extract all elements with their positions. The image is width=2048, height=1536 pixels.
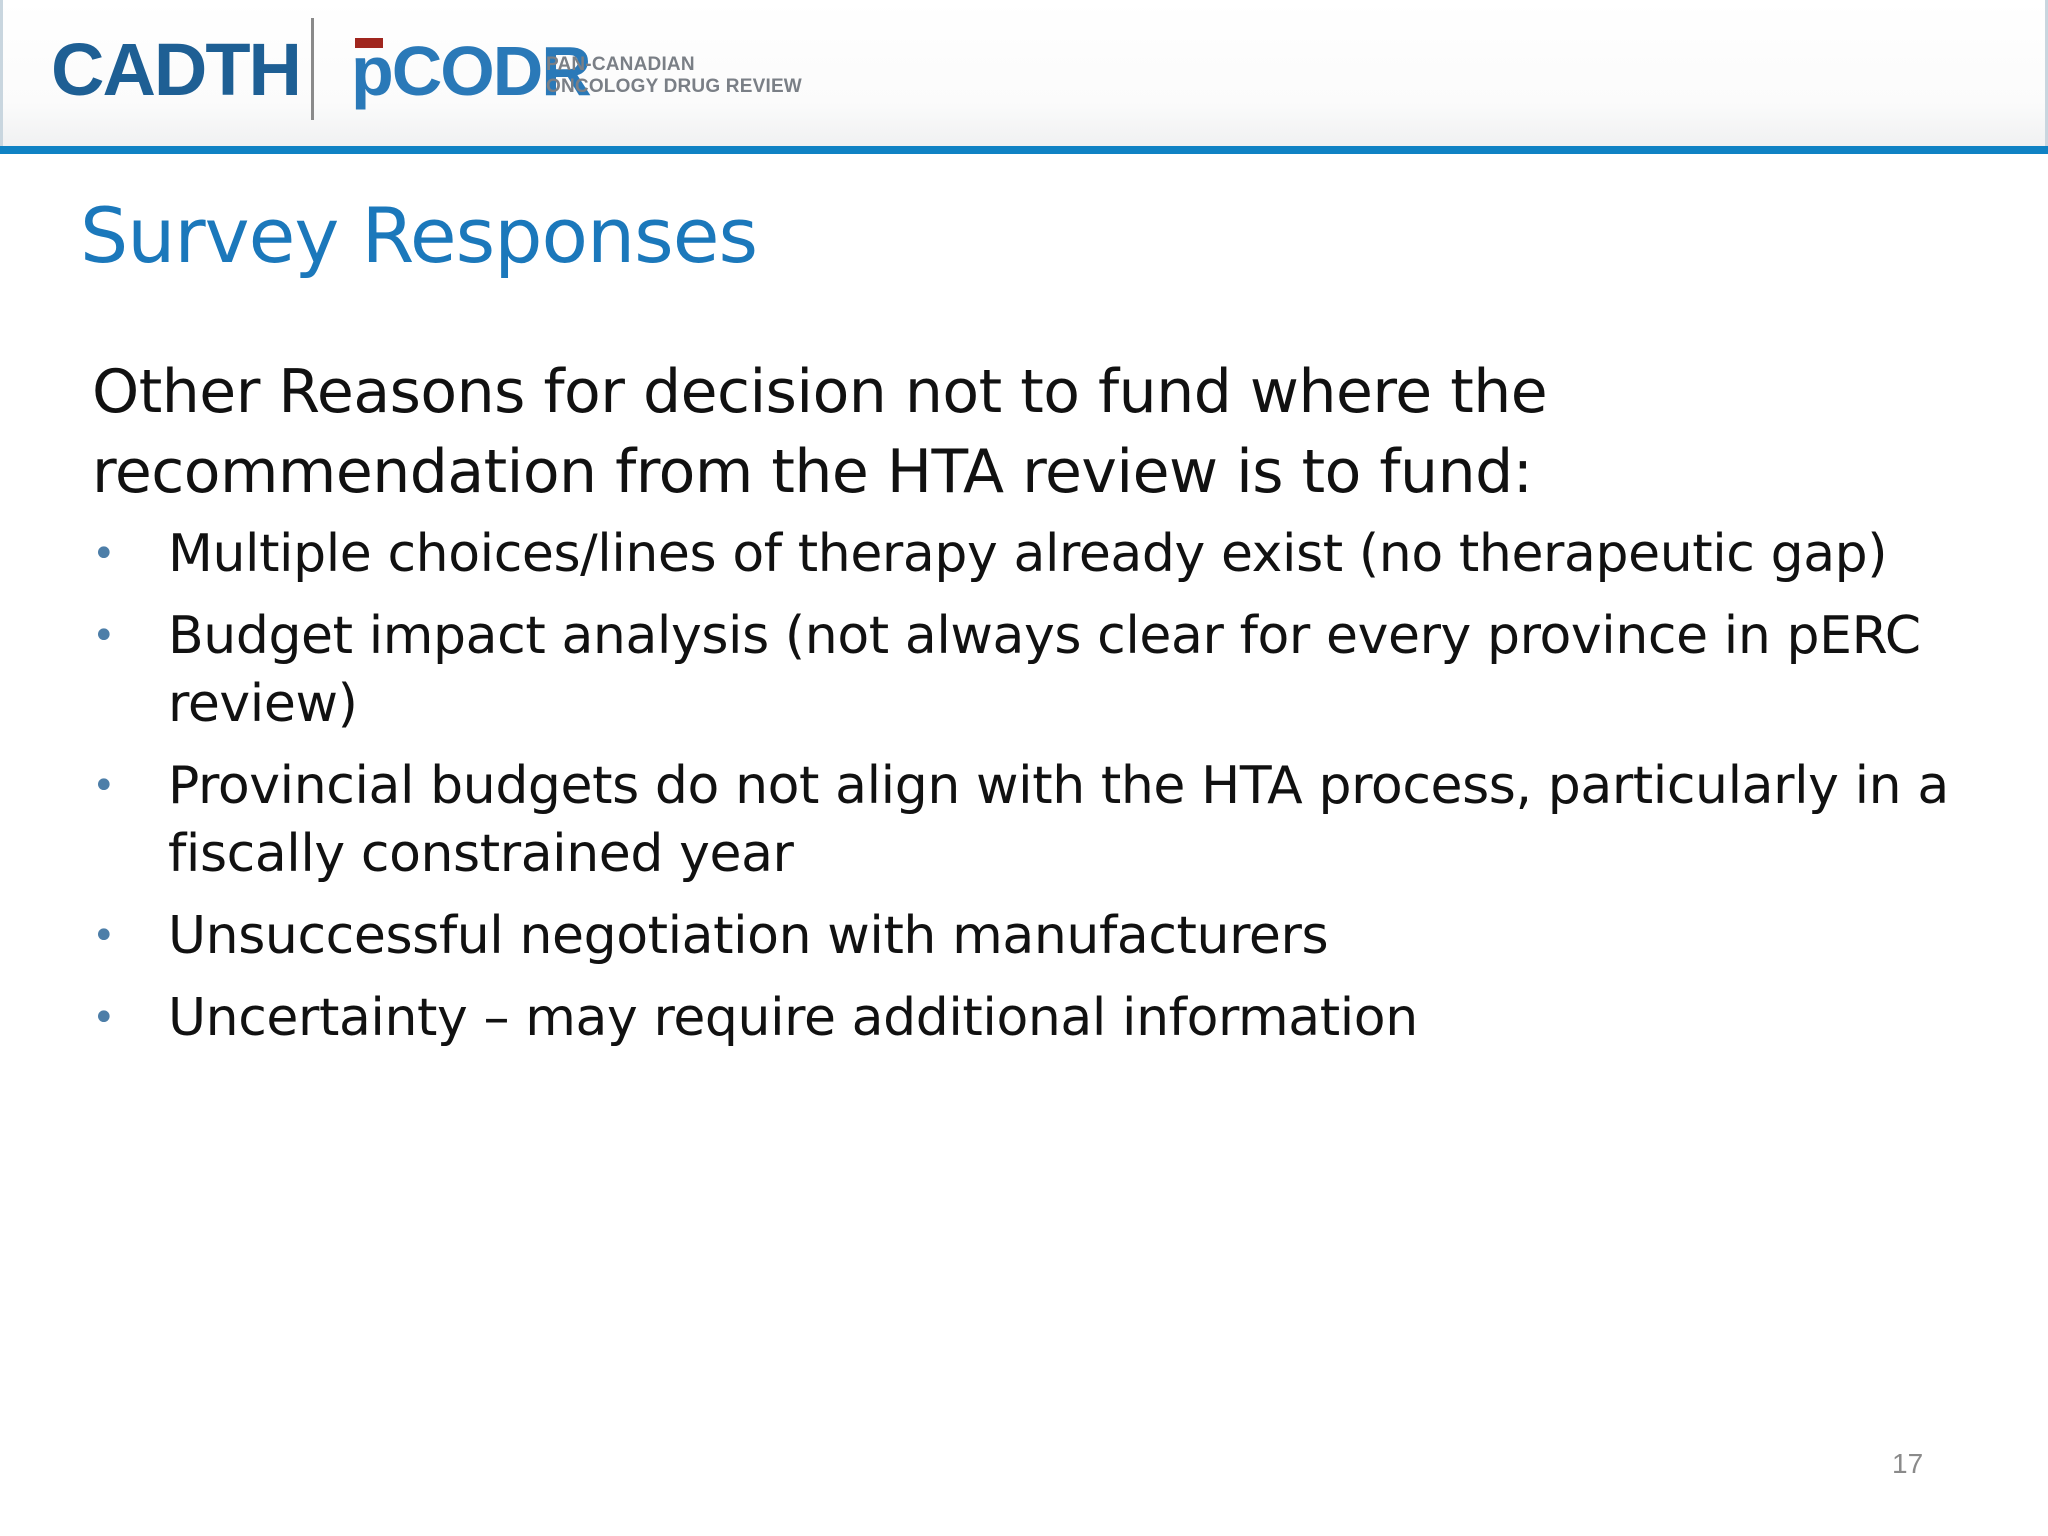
slide-title: Survey Responses bbox=[80, 191, 758, 280]
bullet-icon: • bbox=[92, 531, 116, 577]
bullet-list bbox=[92, 520, 1952, 1066]
header-rule bbox=[0, 146, 2048, 154]
bullet-icon: • bbox=[92, 913, 116, 959]
bullet-text: Budget impact analysis (not always clear for every province in pERC review) bbox=[168, 606, 1921, 734]
logo-divider bbox=[311, 18, 314, 120]
lead-paragraph: Other Reasons for decision not to fund where the recommendation from the HTA review is to fund: bbox=[92, 357, 1548, 507]
pcodr-subtitle-line-1: PAN-CANADIAN bbox=[546, 54, 695, 75]
bullet-item bbox=[92, 752, 1952, 888]
bullet-text: Provincial budgets do not align with the HTA process, particularly in a fiscally constrained year bbox=[168, 756, 1949, 884]
bullet-text: Multiple choices/lines of therapy already exist (no therapeutic gap) bbox=[168, 524, 1888, 584]
bullet-item bbox=[92, 902, 1952, 970]
pcodr-logo: pCODR bbox=[351, 32, 590, 110]
bullet-icon: • bbox=[92, 763, 116, 809]
bullet-item bbox=[92, 984, 1952, 1052]
cadth-logo: CADTH bbox=[51, 28, 300, 111]
bullet-item bbox=[92, 520, 1952, 588]
pcodr-logo-subtitle bbox=[546, 54, 802, 98]
pcodr-subtitle-line-2: ONCOLOGY DRUG REVIEW bbox=[546, 76, 802, 97]
bullet-text: Unsuccessful negotiation with manufacturers bbox=[168, 906, 1329, 966]
bullet-text: Uncertainty – may require additional information bbox=[168, 988, 1418, 1048]
bullet-icon: • bbox=[92, 995, 116, 1041]
bullet-item bbox=[92, 602, 1952, 738]
header-banner bbox=[0, 0, 2048, 146]
bullet-icon: • bbox=[92, 613, 116, 659]
page-number: 17 bbox=[1892, 1448, 1924, 1479]
